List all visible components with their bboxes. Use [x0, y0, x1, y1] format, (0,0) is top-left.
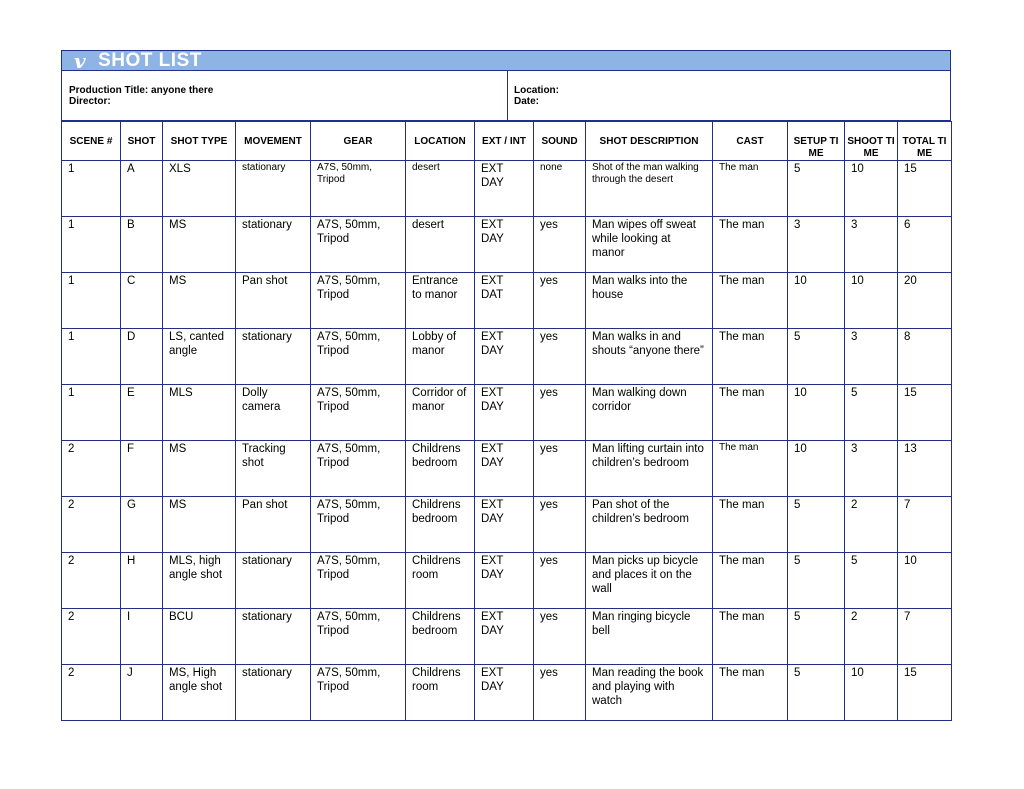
table-cell: yes — [534, 665, 586, 721]
table-cell: 15 — [898, 665, 952, 721]
table-cell: The man — [713, 385, 788, 441]
table-cell: G — [121, 497, 163, 553]
table-cell: 3 — [845, 217, 898, 273]
table-cell: yes — [534, 385, 586, 441]
table-cell: The man — [713, 441, 788, 497]
table-cell: yes — [534, 497, 586, 553]
table-cell: 5 — [788, 329, 845, 385]
table-cell: 6 — [898, 217, 952, 273]
table-cell: 8 — [898, 329, 952, 385]
table-cell: 2 — [62, 609, 121, 665]
table-cell: 7 — [898, 497, 952, 553]
table-cell: 5 — [788, 609, 845, 665]
table-cell: EXT DAY — [475, 217, 534, 273]
table-row — [62, 609, 952, 665]
table-cell: EXT DAY — [475, 329, 534, 385]
column-header — [586, 122, 713, 161]
table-cell: XLS — [163, 161, 236, 217]
table-cell: 1 — [62, 385, 121, 441]
table-cell: EXT DAY — [475, 665, 534, 721]
shot-list-sheet — [61, 50, 951, 721]
table-cell: A7S, 50mm, Tripod — [311, 217, 406, 273]
table-cell: 15 — [898, 385, 952, 441]
production-info-right — [508, 71, 950, 120]
table-cell: B — [121, 217, 163, 273]
table-cell: Pan shot of the children’s bedroom — [586, 497, 713, 553]
table-cell: MS — [163, 441, 236, 497]
table-cell: MS — [163, 497, 236, 553]
column-header-label: CAST — [736, 136, 764, 147]
table-cell: J — [121, 665, 163, 721]
table-row — [62, 329, 952, 385]
table-cell: 5 — [845, 553, 898, 609]
table-cell: MS — [163, 217, 236, 273]
table-cell: none — [534, 161, 586, 217]
table-cell: desert — [406, 217, 475, 273]
table-cell: Childrens bedroom — [406, 609, 475, 665]
table-cell: Pan shot — [236, 273, 311, 329]
table-cell: 10 — [898, 553, 952, 609]
table-cell: Man picks up bicycle and places it on the wall — [586, 553, 713, 609]
table-cell: 3 — [845, 441, 898, 497]
table-cell: 5 — [788, 665, 845, 721]
table-cell: stationary — [236, 609, 311, 665]
column-header-label: SETUP TIME — [793, 136, 839, 159]
table-cell: yes — [534, 217, 586, 273]
shot-table — [61, 121, 952, 721]
table-cell: EXT DAY — [475, 161, 534, 217]
table-cell: Entrance to manor — [406, 273, 475, 329]
table-cell: Man reading the book and playing with watch — [586, 665, 713, 721]
table-cell: The man — [713, 609, 788, 665]
table-cell: A7S, 50mm, Tripod — [311, 609, 406, 665]
table-cell: 2 — [845, 497, 898, 553]
table-cell: 2 — [845, 609, 898, 665]
production-info-left — [62, 71, 508, 120]
table-cell: yes — [534, 609, 586, 665]
table-cell: stationary — [236, 665, 311, 721]
column-header-label: SCENE # — [69, 136, 113, 147]
title-bar — [61, 50, 951, 71]
column-header-label: GEAR — [343, 136, 373, 147]
table-cell: MS — [163, 273, 236, 329]
column-header — [534, 122, 586, 161]
table-cell: A7S, 50mm, Tripod — [311, 665, 406, 721]
table-cell: The man — [713, 217, 788, 273]
column-header — [898, 122, 952, 161]
table-cell: EXT DAY — [475, 441, 534, 497]
column-header — [121, 122, 163, 161]
column-header — [236, 122, 311, 161]
table-cell: 10 — [788, 385, 845, 441]
table-cell: The man — [713, 329, 788, 385]
table-cell: yes — [534, 441, 586, 497]
table-cell: yes — [534, 553, 586, 609]
table-cell: Corridor of manor — [406, 385, 475, 441]
table-row — [62, 553, 952, 609]
table-cell: 3 — [845, 329, 898, 385]
table-cell: Man ringing bicycle bell — [586, 609, 713, 665]
table-cell: EXT DAY — [475, 497, 534, 553]
table-cell: Dolly camera — [236, 385, 311, 441]
table-cell: stationary — [236, 329, 311, 385]
table-cell: The man — [713, 497, 788, 553]
table-row — [62, 441, 952, 497]
table-cell: BCU — [163, 609, 236, 665]
table-header-row — [62, 122, 952, 161]
column-header-label: SHOOT TIME — [847, 136, 895, 159]
table-cell: MLS, high angle shot — [163, 553, 236, 609]
date-label: Date: — [514, 96, 540, 107]
table-cell: Childrens room — [406, 665, 475, 721]
table-cell: stationary — [236, 161, 311, 217]
column-header-label: MOVEMENT — [244, 136, 302, 147]
table-cell: EXT DAY — [475, 609, 534, 665]
table-cell: A7S, 50mm, Tripod — [311, 273, 406, 329]
column-header — [788, 122, 845, 161]
table-cell: stationary — [236, 217, 311, 273]
table-cell: The man — [713, 553, 788, 609]
table-cell: Man lifting curtain into children’s bedroom — [586, 441, 713, 497]
table-cell: 10 — [788, 441, 845, 497]
column-header-label: TOTAL TIME — [902, 136, 947, 159]
column-header — [311, 122, 406, 161]
table-cell: 10 — [788, 273, 845, 329]
table-cell: 13 — [898, 441, 952, 497]
table-cell: 1 — [62, 273, 121, 329]
table-cell: Pan shot — [236, 497, 311, 553]
table-cell: 5 — [788, 497, 845, 553]
table-cell: Man wipes off sweat while looking at manor — [586, 217, 713, 273]
table-cell: A7S, 50mm, Tripod — [311, 497, 406, 553]
table-cell: A — [121, 161, 163, 217]
table-cell: The man — [713, 161, 788, 217]
column-header — [475, 122, 534, 161]
vimeo-logo-icon: v — [74, 48, 87, 73]
column-header — [713, 122, 788, 161]
column-header-label: LOCATION — [414, 136, 466, 147]
table-cell: 1 — [62, 329, 121, 385]
table-row — [62, 665, 952, 721]
table-cell: Tracking shot — [236, 441, 311, 497]
table-cell: 2 — [62, 497, 121, 553]
column-header — [406, 122, 475, 161]
director-label: Director: — [69, 96, 111, 107]
table-cell: The man — [713, 665, 788, 721]
table-cell: Childrens bedroom — [406, 497, 475, 553]
table-cell: MLS — [163, 385, 236, 441]
table-cell: Shot of the man walking through the desert — [586, 161, 713, 217]
table-cell: 5 — [788, 553, 845, 609]
table-cell: A7S, 50mm, Tripod — [311, 329, 406, 385]
table-cell: 2 — [62, 553, 121, 609]
table-cell: 10 — [845, 161, 898, 217]
table-body — [62, 161, 952, 721]
table-cell: EXT DAT — [475, 273, 534, 329]
column-header-label: SHOT TYPE — [170, 136, 228, 147]
table-cell: 5 — [845, 385, 898, 441]
table-cell: 7 — [898, 609, 952, 665]
table-row — [62, 385, 952, 441]
column-header — [163, 122, 236, 161]
table-cell: 20 — [898, 273, 952, 329]
table-row — [62, 161, 952, 217]
table-cell: EXT DAY — [475, 553, 534, 609]
table-cell: Man walking down corridor — [586, 385, 713, 441]
table-cell: I — [121, 609, 163, 665]
table-cell: The man — [713, 273, 788, 329]
table-cell: Man walks into the house — [586, 273, 713, 329]
table-cell: 5 — [788, 161, 845, 217]
table-cell: A7S, 50mm, Tripod — [311, 161, 406, 217]
table-cell: desert — [406, 161, 475, 217]
table-cell: 3 — [788, 217, 845, 273]
table-cell: 10 — [845, 273, 898, 329]
table-cell: D — [121, 329, 163, 385]
table-cell: F — [121, 441, 163, 497]
column-header-label: SHOT DESCRIPTION — [599, 136, 699, 147]
table-cell: Man walks in and shouts “anyone there” — [586, 329, 713, 385]
table-cell: yes — [534, 273, 586, 329]
table-cell: E — [121, 385, 163, 441]
table-cell: LS, canted angle — [163, 329, 236, 385]
table-row — [62, 497, 952, 553]
production-info — [61, 71, 951, 121]
table-cell: A7S, 50mm, Tripod — [311, 441, 406, 497]
table-cell: 10 — [845, 665, 898, 721]
table-cell: 2 — [62, 441, 121, 497]
column-header — [845, 122, 898, 161]
table-cell: A7S, 50mm, Tripod — [311, 553, 406, 609]
location-label: Location: — [514, 85, 559, 96]
column-header-label: EXT / INT — [482, 136, 526, 147]
table-cell: H — [121, 553, 163, 609]
table-cell: stationary — [236, 553, 311, 609]
sheet-title: SHOT LIST — [98, 49, 202, 71]
table-cell: 1 — [62, 217, 121, 273]
table-cell: 1 — [62, 161, 121, 217]
table-cell: EXT DAY — [475, 385, 534, 441]
table-cell: Lobby of manor — [406, 329, 475, 385]
table-row — [62, 273, 952, 329]
column-header — [62, 122, 121, 161]
table-cell: A7S, 50mm, Tripod — [311, 385, 406, 441]
table-cell: Childrens room — [406, 553, 475, 609]
table-cell: C — [121, 273, 163, 329]
column-header-label: SOUND — [541, 136, 578, 147]
table-cell: yes — [534, 329, 586, 385]
column-header-label: SHOT — [127, 136, 156, 147]
production-title: Production Title: anyone there — [69, 85, 214, 96]
table-cell: MS, High angle shot — [163, 665, 236, 721]
table-cell: 2 — [62, 665, 121, 721]
table-cell: Childrens bedroom — [406, 441, 475, 497]
table-row — [62, 217, 952, 273]
table-cell: 15 — [898, 161, 952, 217]
